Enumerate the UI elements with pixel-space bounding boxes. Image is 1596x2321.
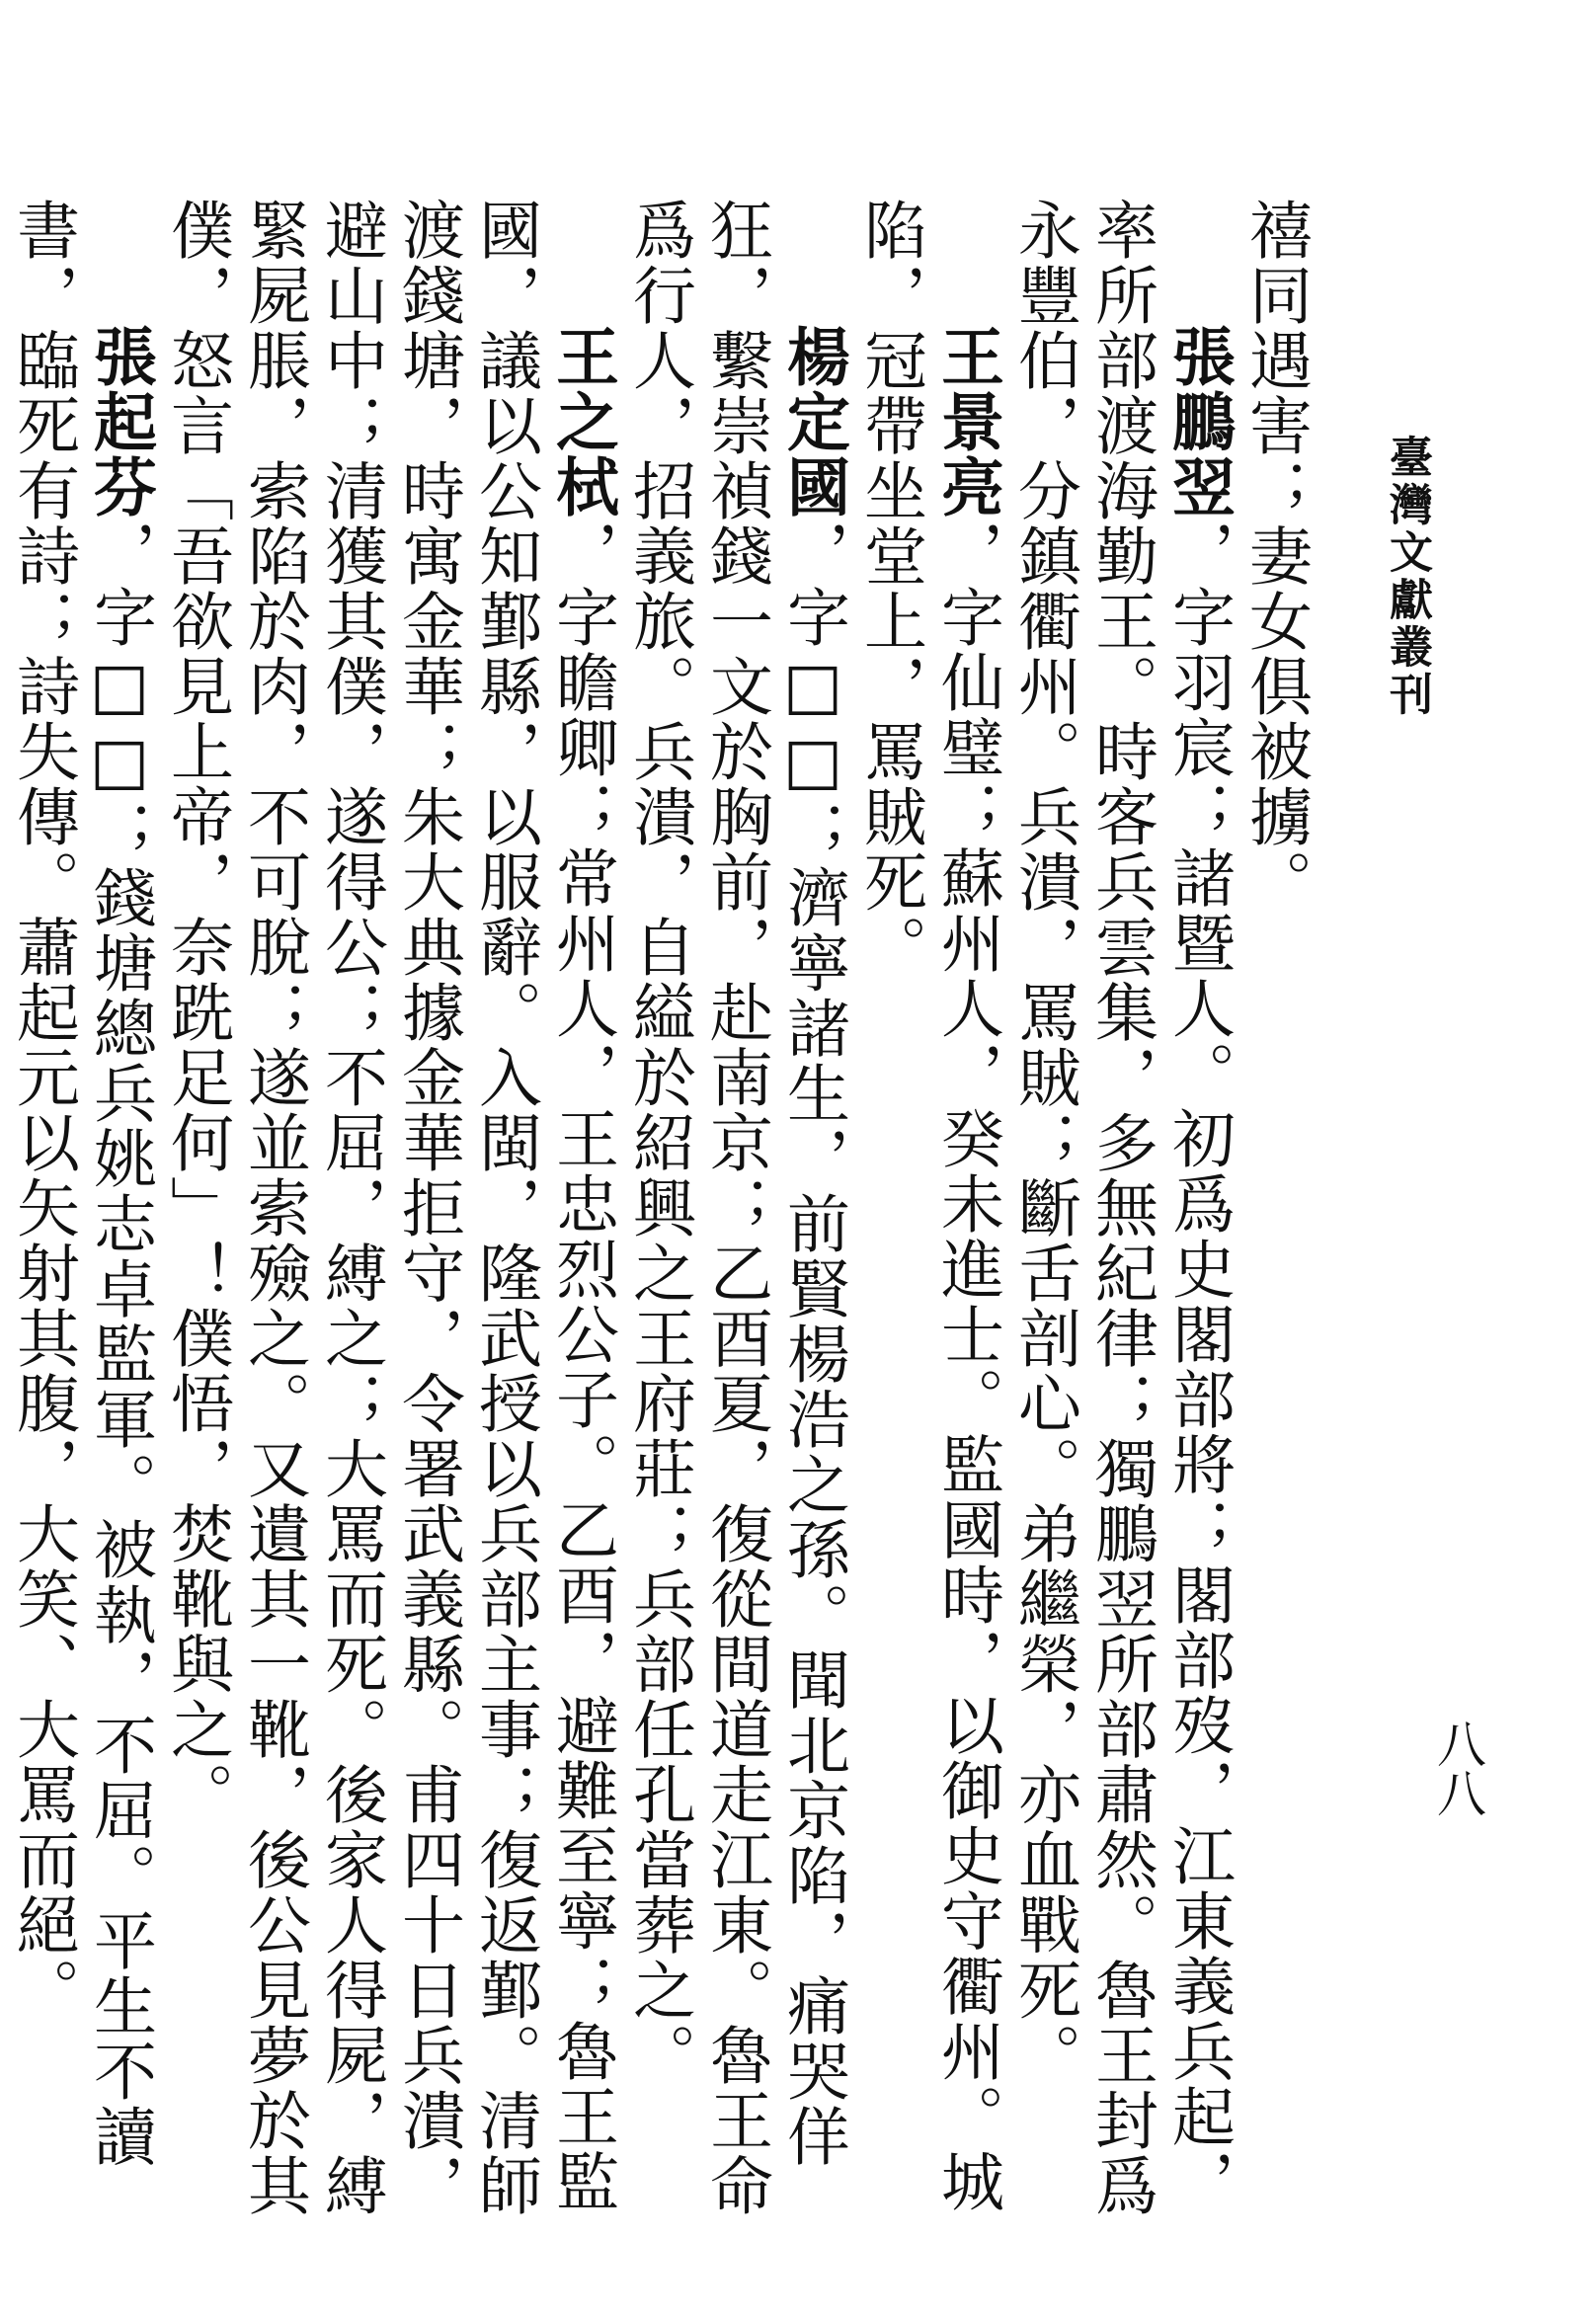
- paragraph-text: 禧同遇害；妻女俱被擄。: [1238, 198, 1312, 915]
- paragraph-text: ，字仙璧；蘇州人，癸未進士。監國時，以御史守衢州。城陷，冠帶坐堂上，罵賊死。: [853, 198, 1003, 2214]
- paragraph-text: ，字□□；錢塘總兵姚志卓監軍。被執，不屈。平生不讀書，臨死有詩；詩失傳。蕭起元以矢射其腹，大笑、大罵而絕。: [6, 198, 156, 2169]
- person-name: 張鵬翌: [1161, 324, 1236, 520]
- paragraph-continuation: [1237, 198, 1314, 2252]
- person-name: 王之栻: [545, 324, 619, 520]
- person-name: 楊定國: [776, 324, 850, 520]
- biography-paragraph: [158, 198, 620, 2252]
- paragraph-text: ，字□□；濟寧諸生，前賢楊浩之孫。聞北京陷，痛哭佯狂，繫崇禎錢一文於胸前，赴南京；乙酉夏，復從間道走江東。魯王命爲行人，招義旅。兵潰，自縊於紹興之王府莊；兵部任孔當葬之。: [622, 198, 849, 2218]
- body-text: [6, 198, 1314, 2252]
- page-number: 八八: [1429, 1719, 1486, 1817]
- biography-paragraph: [620, 198, 851, 2252]
- series-title: 臺灣文獻叢刊: [1382, 435, 1432, 719]
- person-name: 張起芬: [83, 324, 157, 520]
- biography-paragraph: [1005, 198, 1237, 2252]
- person-name: 王景亮: [930, 324, 1004, 520]
- biography-paragraph: [4, 198, 158, 2252]
- paragraph-text: ，字羽宸；諸暨人。初爲史閣部將；閣部歿，江東義兵起，率所部渡海勤王。時客兵雲集，多無紀律；獨鵬翌所部肅然。魯王封爲永豐伯，分鎮衢州。兵潰，罵賊；斷舌剖心。弟繼榮，亦血戰死。: [1007, 198, 1235, 2218]
- biography-paragraph: [851, 198, 1005, 2252]
- paragraph-text: ，字瞻卿；常州人，王忠烈公子。乙酉，避難至寧；魯王監國，議以公知鄞縣，以服辭。入閩，隆武授以兵部主事；復返鄞。清師渡錢塘，時寓金華；朱大典據金華拒守，令署武義縣。甫四十日兵潰，避山中；清獲其僕，遂得公；不屈，縛之；大罵而死。後家人得屍，縛緊屍脹，索陷於肉，不可脫；遂並索殮之。又遺其一靴，後公見夢於其僕，怒言「吾欲見上帝，奈跣足何」！僕悟，焚靴與之。: [160, 198, 618, 2218]
